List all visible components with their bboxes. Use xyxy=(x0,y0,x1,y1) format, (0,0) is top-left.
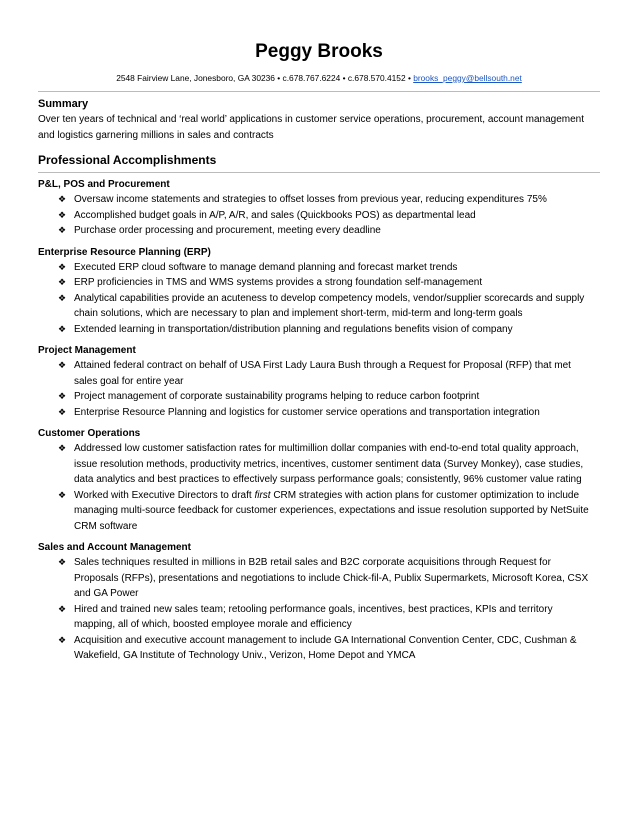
diamond-bullet-icon: ❖ xyxy=(58,406,67,417)
group-title: Sales and Account Management xyxy=(38,542,191,553)
list-item xyxy=(38,633,600,664)
contact-details: 2548 Fairview Lane, Jonesboro, GA 30236 • c.678.767.6224 • c.678.570.4152 • xyxy=(116,73,411,83)
list-item xyxy=(38,441,600,488)
list-item-text: Enterprise Resource Planning and logistics for customer service operations and transportation integration xyxy=(74,406,540,418)
list-item-text: Sales techniques resulted in millions in B2B retail sales and B2C corporate acquisitions through Request for Proposals (RFPs), presentations and negotiations to include Chick-fil-A, Publix Supermarkets, Microsoft Korea, CSX and GA Power xyxy=(74,557,589,599)
accomplishments-heading: Professional Accomplishments xyxy=(38,153,217,167)
diamond-bullet-icon: ❖ xyxy=(58,634,67,645)
candidate-name: Peggy Brooks xyxy=(255,41,383,62)
group-title: Enterprise Resource Planning (ERP) xyxy=(38,246,211,258)
list-item xyxy=(38,291,600,322)
diamond-bullet-icon: ❖ xyxy=(58,209,67,220)
bullet-list xyxy=(38,192,600,239)
diamond-bullet-icon: ❖ xyxy=(58,277,67,287)
list-item xyxy=(38,322,600,338)
list-item xyxy=(38,555,600,602)
email-link[interactable]: brooks_peggy@bellsouth.net xyxy=(413,73,522,83)
list-item xyxy=(38,405,600,421)
group-title: Project Management xyxy=(38,345,136,356)
list-item-text: Purchase order processing and procurement, meeting every deadline xyxy=(74,225,381,236)
list-item-text: Addressed low customer satisfaction rates for multimillion dollar companies with end-to-end total quality approach, issue resolution methods, productivity metrics, incentives, customer sentiment data (Survey Monkey), case studies, data analytics and best practices to effectively surpass performance goals; consistently, 96% customer value rating xyxy=(74,443,584,485)
group-title: Customer Operations xyxy=(38,428,141,439)
list-item-text: Oversaw income statements and strategies to offset losses from previous year, reducing expenditures 75% xyxy=(74,194,547,205)
diamond-bullet-icon: ❖ xyxy=(58,225,67,235)
list-item xyxy=(38,260,600,276)
contact-line xyxy=(38,72,600,84)
summary-heading: Summary xyxy=(38,98,89,110)
accomplishments-divider xyxy=(38,172,600,173)
list-item-text: Extended learning in transportation/distribution planning and regulations benefits vision of company xyxy=(74,323,513,335)
bullet-list xyxy=(38,555,600,664)
list-item-text: Project management of corporate sustainability programs helping to reduce carbon footprint xyxy=(74,391,480,402)
list-item xyxy=(38,208,600,224)
list-item-text: Executed ERP cloud software to manage demand planning and forecast market trends xyxy=(74,261,458,273)
list-item-text: Analytical capabilities provide an acuteness to develop competency models, vendor/supplier scorecards and supply chain solutions, which are necessary to plan and implement short-term, mid-term and long-term goals xyxy=(74,292,585,319)
bullet-list xyxy=(38,358,600,420)
list-item-text: Attained federal contract on behalf of USA First Lady Laura Bush through a Request for Proposal (RFP) that met sales goal for entire year xyxy=(74,360,571,387)
list-item xyxy=(38,192,600,208)
list-item xyxy=(38,223,600,239)
list-item-text: Hired and trained new sales team; retooling performance goals, incentives, best practices, KPIs and territory mapping, all of which, boosted employee morale and efficiency xyxy=(74,603,553,630)
list-item-text: Accomplished budget goals in A/P, A/R, and sales (Quickbooks POS) as departmental lead xyxy=(74,209,476,221)
diamond-bullet-icon: ❖ xyxy=(58,323,67,334)
list-item xyxy=(38,488,600,535)
diamond-bullet-icon: ❖ xyxy=(58,292,67,303)
list-item xyxy=(38,358,600,389)
list-item-text: ERP proficiencies in TMS and WMS systems provides a strong foundation self-management xyxy=(74,277,483,288)
diamond-bullet-icon: ❖ xyxy=(58,261,67,272)
diamond-bullet-icon: ❖ xyxy=(58,603,67,614)
diamond-bullet-icon: ❖ xyxy=(58,391,67,401)
diamond-bullet-icon: ❖ xyxy=(58,194,67,204)
list-item xyxy=(38,275,600,291)
diamond-bullet-icon: ❖ xyxy=(58,443,67,453)
list-item xyxy=(38,389,600,405)
diamond-bullet-icon: ❖ xyxy=(58,360,67,370)
summary-text: Over ten years of technical and ‘real world’ applications in customer service operations, procurement, account management and logistics garnering millions in sales and contracts xyxy=(38,114,585,141)
accomplishment-groups xyxy=(38,177,600,664)
list-item xyxy=(38,602,600,633)
diamond-bullet-icon: ❖ xyxy=(58,557,67,567)
diamond-bullet-icon: ❖ xyxy=(58,489,67,500)
list-item-text: Worked with Executive Directors to draft first CRM strategies with action plans for customer optimization to include managing multi-source feedback for customer experiences, expectations and issue resolution supported by NetSuite CRM software xyxy=(74,489,589,532)
list-item-text: Acquisition and executive account management to include GA International Convention Center, CDC, Cushman & Wakefield, GA Institute of Technology Univ., Verizon, Home Depot and YMCA xyxy=(74,634,577,661)
header-divider xyxy=(38,91,600,92)
bullet-list xyxy=(38,260,600,338)
bullet-list xyxy=(38,441,600,534)
group-title: P&L, POS and Procurement xyxy=(38,179,170,190)
